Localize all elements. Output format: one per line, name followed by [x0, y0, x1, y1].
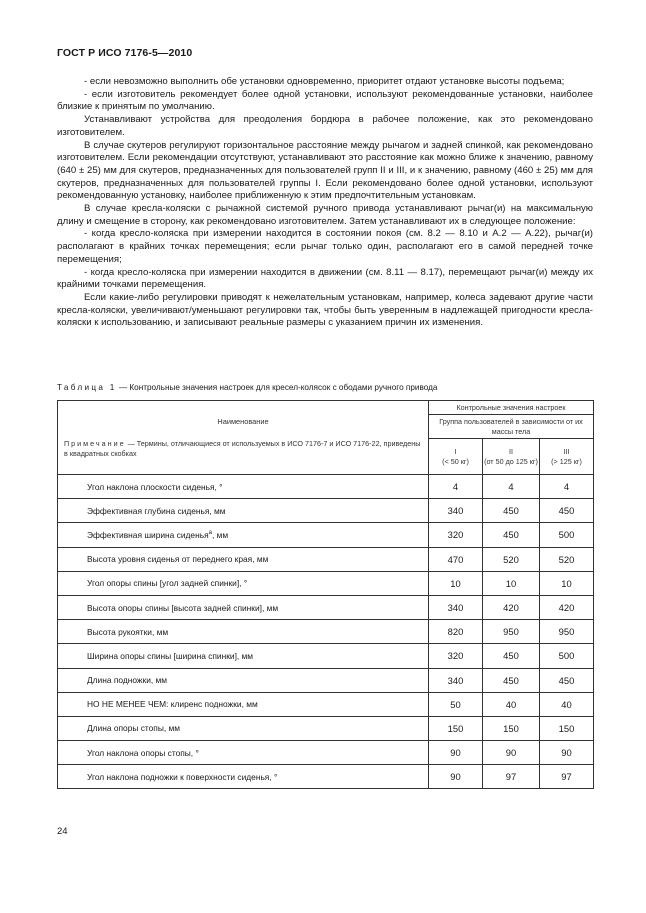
footnote-mark: а — [208, 530, 212, 537]
settings-table — [57, 400, 594, 789]
row-name — [58, 692, 429, 716]
table-row — [58, 668, 594, 692]
table-caption-text: — Контрольные значения настроек для кресел-колясок с ободами ручного привода — [116, 383, 438, 392]
group-range: (> 125 кг) — [551, 456, 582, 466]
header-name: Наименование — [217, 416, 269, 426]
row-name — [58, 571, 429, 595]
value-group-1: 150 — [429, 716, 483, 740]
table-row — [58, 741, 594, 765]
paragraph: В случае скутеров регулируют горизонтальное расстояние между рычагом и задней спинкой, как рекомендовано изготовителем. Если рекомендации отсутствуют, устанавливают это расстояние как можно ближе к значению, равному (640 ± 25) мм для скутеров, предназначенных для пользователей групп II и III, и к значению, равному (460 ± 25) мм для скутеров, предназначенных для пользователей группы I. Если рекомендовано более одной установки, используют рекомендованную установку, наиболее приближенную к этим предпочтительным установкам. — [57, 139, 593, 202]
table-caption-label: Таблица 1 — [57, 383, 117, 392]
row-name-text: Угол опоры спины [угол задней спинки], ° — [87, 578, 248, 589]
value-group-3: 500 — [540, 644, 594, 668]
value-group-2: 950 — [483, 620, 540, 644]
value-group-1: 340 — [429, 595, 483, 619]
table-body — [58, 475, 594, 789]
header-note — [58, 439, 428, 459]
row-name-text: Высота рукоятки, мм — [87, 626, 169, 637]
row-name — [58, 499, 429, 523]
value-group-1: 470 — [429, 547, 483, 571]
row-name-text: Угол наклона подножки к поверхности сиденья, ° — [87, 771, 278, 782]
note-label: Примечание — [64, 438, 126, 448]
row-name-text: Длина подножки, мм — [87, 675, 168, 686]
note-text: — Термины, отличающиеся от используемых в ИСО 7176-7 и ИСО 7176-22, приведены в квадратных скобках — [64, 438, 421, 458]
paragraph: - если невозможно выполнить обе установки одновременно, приоритет отдают установке высоты подъема; — [84, 76, 565, 87]
row-name-text: Длина опоры стопы, мм — [87, 723, 181, 734]
value-group-1: 320 — [429, 523, 483, 547]
row-name-text: Ширина опоры спины [ширина спинки], мм — [87, 650, 254, 661]
value-group-2: 4 — [483, 475, 540, 499]
value-group-2: 90 — [483, 741, 540, 765]
group-range: (от 50 до 125 кг) — [484, 456, 538, 466]
table-row — [58, 499, 594, 523]
row-name-text: Эффективная ширина сиденья — [87, 529, 209, 540]
group-header-3 — [540, 439, 594, 475]
paragraph: - когда кресло-коляска при измерении находится в движении (см. 8.11 — 8.17), перемещают рычаг(и) между их крайними точками перемещения. — [57, 266, 593, 291]
value-group-2: 520 — [483, 547, 540, 571]
value-group-3: 520 — [540, 547, 594, 571]
value-group-1: 320 — [429, 644, 483, 668]
table-row — [58, 475, 594, 499]
value-group-3: 150 — [540, 716, 594, 740]
value-group-2: 420 — [483, 595, 540, 619]
header-control-values: Контрольные значения настроек — [429, 401, 594, 415]
table-caption — [57, 383, 597, 392]
group-range: (< 50 кг) — [442, 456, 469, 466]
value-group-1: 4 — [429, 475, 483, 499]
group-roman: I — [454, 446, 457, 456]
paragraph: В случае кресла-коляски с рычажной системой ручного привода устанавливают рычаг(и) на максимальную длину и смещение в сторону, как рекомендовано изготовителем. Затем устанавливают их в следующее положение: — [57, 203, 593, 227]
group-roman: II — [509, 446, 513, 456]
row-name-text: НО НЕ МЕНЕЕ ЧЕМ: клиренс подножки, мм — [87, 699, 258, 710]
row-name — [58, 668, 429, 692]
value-group-1: 90 — [429, 765, 483, 789]
value-group-3: 10 — [540, 571, 594, 595]
value-group-2: 450 — [483, 644, 540, 668]
row-name-text: Угол наклона опоры стопы, ° — [87, 747, 199, 758]
value-group-1: 90 — [429, 741, 483, 765]
table-row — [58, 644, 594, 668]
row-name — [58, 741, 429, 765]
value-group-2: 10 — [483, 571, 540, 595]
table-row — [58, 692, 594, 716]
row-name-text: Высота уровня сиденья от переднего края, мм — [87, 554, 269, 565]
row-name-text: Высота опоры спины [высота задней спинки], мм — [87, 602, 279, 613]
document-header: ГОСТ Р ИСО 7176-5—2010 — [57, 47, 193, 59]
value-group-1: 10 — [429, 571, 483, 595]
page-number: 24 — [57, 826, 68, 837]
table-row — [58, 523, 594, 547]
value-group-3: 90 — [540, 741, 594, 765]
value-group-3: 40 — [540, 692, 594, 716]
row-name-tail: , мм — [211, 529, 229, 540]
group-roman: III — [563, 446, 570, 456]
value-group-3: 450 — [540, 499, 594, 523]
value-group-2: 450 — [483, 523, 540, 547]
body-text — [57, 76, 593, 330]
header-name-cell — [58, 401, 429, 475]
paragraph: - если изготовитель рекомендует более одной установки, используют рекомендованные установки, наиболее близкие к принятым по умолчанию. — [57, 88, 593, 113]
value-group-2: 40 — [483, 692, 540, 716]
row-name — [58, 716, 429, 740]
paragraph: Если какие-либо регулировки приводят к нежелательным установкам, например, колеса задевают другие части кресла-коляски, увеличивают/уменьшают регулировки так, чтобы быть уверенным в надлежащей пригодности кресла-коляски к использованию, и записывают реальные размеры с указанием причин их изменения. — [57, 291, 593, 329]
table-row — [58, 765, 594, 789]
table-row — [58, 595, 594, 619]
table-row — [58, 620, 594, 644]
value-group-1: 50 — [429, 692, 483, 716]
table-row — [58, 716, 594, 740]
row-name-text: Эффективная глубина сиденья, мм — [87, 505, 226, 516]
row-name — [58, 523, 429, 547]
group-header-1 — [429, 439, 483, 475]
paragraph: Устанавливают устройства для преодоления бордюра в рабочее положение, как это рекомендовано изготовителем. — [57, 114, 593, 138]
value-group-2: 450 — [483, 499, 540, 523]
value-group-2: 150 — [483, 716, 540, 740]
value-group-3: 420 — [540, 595, 594, 619]
table-row — [58, 547, 594, 571]
row-name — [58, 595, 429, 619]
value-group-3: 950 — [540, 620, 594, 644]
row-name — [58, 644, 429, 668]
value-group-3: 500 — [540, 523, 594, 547]
value-group-2: 450 — [483, 668, 540, 692]
header-user-group: Группа пользователей в зависимости от их массы тела — [429, 415, 594, 439]
value-group-1: 340 — [429, 499, 483, 523]
row-name-text: Угол наклона плоскости сиденья, ° — [87, 481, 223, 492]
row-name — [58, 475, 429, 499]
value-group-3: 450 — [540, 668, 594, 692]
value-group-1: 820 — [429, 620, 483, 644]
table-row — [58, 571, 594, 595]
row-name — [58, 547, 429, 571]
row-name — [58, 765, 429, 789]
paragraph: - когда кресло-коляска при измерении находится в состоянии покоя (см. 8.2 — 8.10 и А.2 — А.22), рычаг(и) располагают в крайних точках перемещения; если рычаг только один, располагают его в самой передней точке перемещения; — [57, 228, 593, 265]
value-group-1: 340 — [429, 668, 483, 692]
row-name — [58, 620, 429, 644]
value-group-2: 97 — [483, 765, 540, 789]
group-header-2 — [483, 439, 540, 475]
value-group-3: 97 — [540, 765, 594, 789]
value-group-3: 4 — [540, 475, 594, 499]
